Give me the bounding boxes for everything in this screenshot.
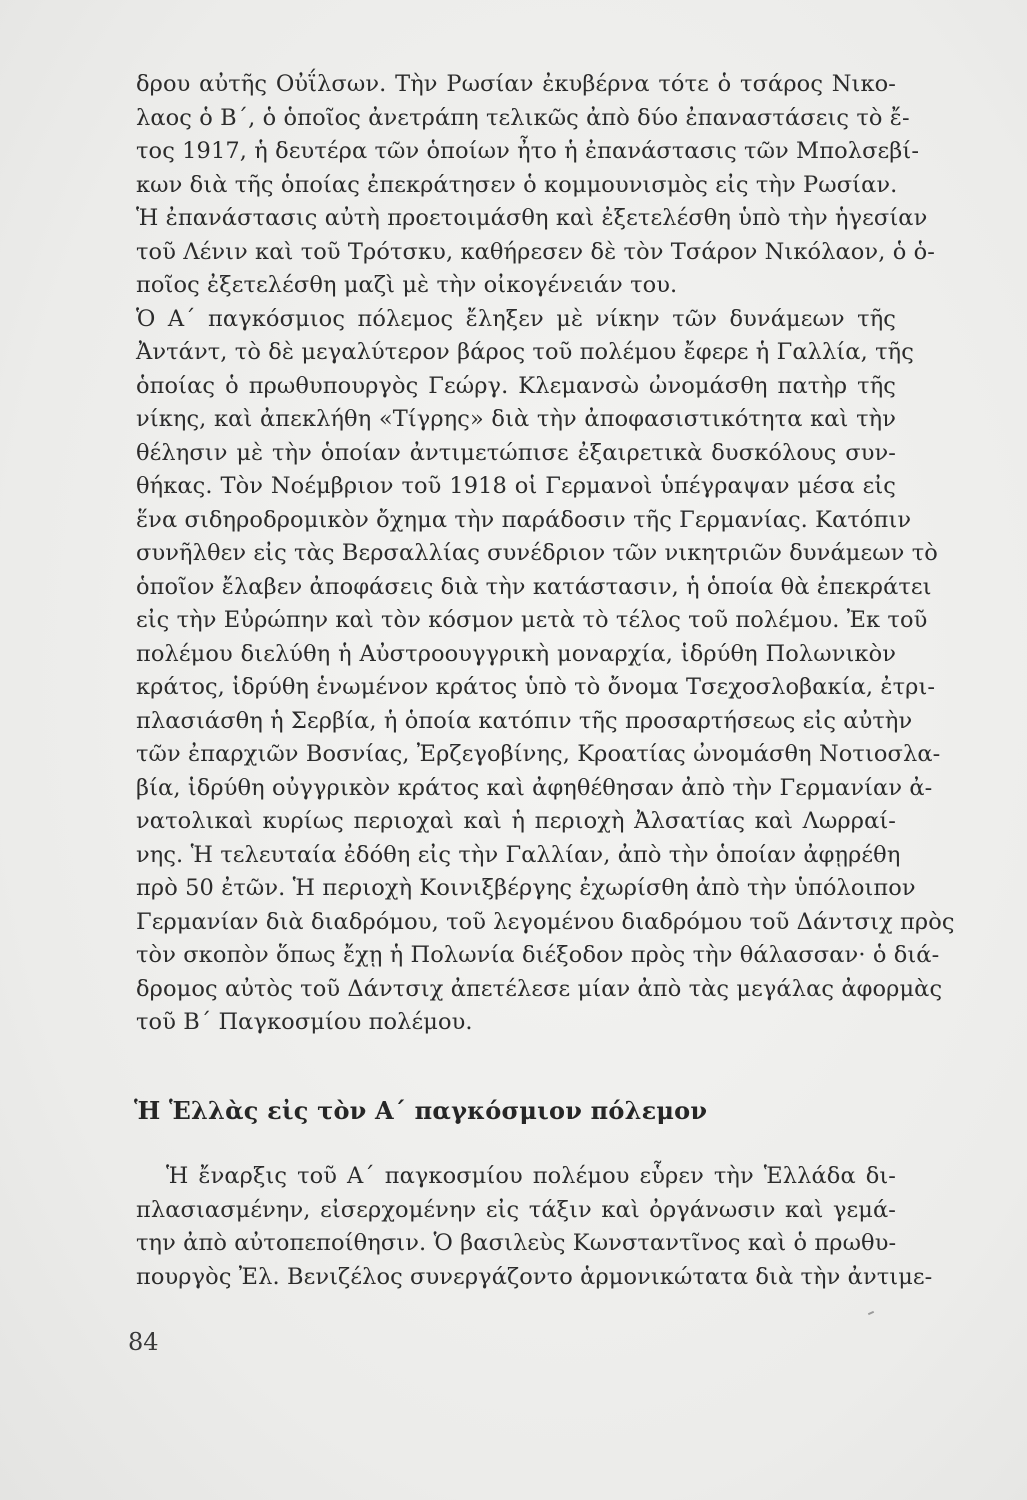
text-line: βία, ἱδρύθη οὐγγρικὸν κράτος καὶ ἀφηθέθησαν ἀπὸ τὴν Γερμανίαν ἀ- [136, 774, 933, 801]
text-line: συνῆλθεν εἰς τὰς Βερσαλλίας συνέδριον τῶν νικητριῶν δυνάμεων τὸ [136, 540, 938, 566]
text-block-lower [136, 1160, 933, 1294]
text-line: Ἀντάντ, τὸ δὲ μεγαλύτερον βάρος τοῦ πολέμου ἔφερε ἡ Γαλλία, τῆς [136, 339, 914, 365]
text-line: πουργὸς Ἐλ. Βενιζέλος συνεργάζοντο ἁρμονικώτατα διὰ τὴν ἀντιμε- [136, 1263, 933, 1290]
text-line: νατολικαὶ κυρίως περιοχαὶ καὶ ἡ περιοχὴ Ἀλσατίας καὶ Λωρραί- [136, 808, 896, 834]
text-line: τὸν σκοπὸν ὅπως ἔχῃ ἡ Πολωνία διέξοδον πρὸς τὴν θάλασσαν· ὁ διά- [136, 942, 940, 968]
text-line: εἰς τὴν Εὐρώπην καὶ τὸν κόσμον μετὰ τὸ τέλος τοῦ πολέμου. Ἐκ τοῦ [136, 607, 928, 633]
text-line: τος 1917, ἡ δευτέρα τῶν ὁποίων ἦτο ἡ ἐπανάστασις τῶν Μπολσεβί- [136, 138, 920, 164]
text-block-upper [136, 68, 955, 1040]
print-speck [868, 1311, 874, 1315]
text-line: πρὸ 50 ἐτῶν. Ἡ περιοχὴ Κοινιξβέργης ἐχωρίσθη ἀπὸ τὴν ὑπόλοιπον [136, 875, 916, 901]
text-line: νίκης, καὶ ἀπεκλήθη «Τίγρης» διὰ τὴν ἀποφασιστικότητα καὶ τὴν [136, 406, 896, 432]
text-line: δρου αὐτῆς Οὐΐλσων. Τὴν Ρωσίαν ἐκυβέρνα τότε ὁ τσάρος Νικο- [136, 71, 896, 97]
text-line: κράτος, ἱδρύθη ἑνωμένον κράτος ὑπὸ τὸ ὄνομα Τσεχοσλοβακία, ἐτρι- [136, 674, 936, 700]
text-line: τοῦ Λένιν καὶ τοῦ Τρότσκυ, καθήρεσεν δὲ τὸν Τσάρον Νικόλαον, ὁ ὁ- [136, 238, 935, 265]
text-line: τοῦ Β΄ Παγκοσμίου πολέμου. [136, 1009, 473, 1035]
text-line: δρομος αὐτὸς τοῦ Δάντσιχ ἀπετέλεσε μίαν ἀπὸ τὰς μεγάλας ἀφορμὰς [136, 975, 943, 1002]
text-line: νης. Ἡ τελευταία ἐδόθη εἰς τὴν Γαλλίαν, ἀπὸ τὴν ὁποίαν ἀφῃρέθη [136, 841, 901, 868]
text-line: Ὁ Α΄ παγκόσμιος πόλεμος ἔληξεν μὲ νίκην τῶν δυνάμεων τῆς [136, 305, 896, 332]
text-line: πλασιάσθη ἡ Σερβία, ἡ ὁποία κατόπιν τῆς προσαρτήσεως εἰς αὐτὴν [136, 707, 913, 734]
text-line: πολέμου διελύθη ἡ Αὐστροουγγρικὴ μοναρχία, ἱδρύθη Πολωνικὸν [136, 640, 896, 667]
text-line: Γερμανίαν διὰ διαδρόμου, τοῦ λεγομένου διαδρόμου τοῦ Δάντσιχ πρὸς [136, 908, 955, 935]
page-number: 84 [128, 1328, 159, 1356]
text-line: ὁποῖον ἔλαβεν ἀποφάσεις διὰ τὴν κατάστασιν, ἡ ὁποία θὰ ἐπεκράτει [136, 573, 932, 600]
text-line: λαος ὁ Β΄, ὁ ὁποῖος ἀνετράπη τελικῶς ἀπὸ δύο ἐπαναστάσεις τὸ ἔ- [136, 104, 910, 131]
text-line: πλασιασμένην, εἰσερχομένην εἰς τάξιν καὶ ὀργάνωσιν καὶ γεμά- [136, 1196, 896, 1223]
text-line: τῶν ἐπαρχιῶν Βοσνίας, Ἐρζεγοβίνης, Κροατίας ὠνομάσθη Νοτιοσλα- [136, 741, 941, 767]
text-line: θέλησιν μὲ τὴν ὁποίαν ἀντιμετώπισε ἐξαιρετικὰ δυσκόλους συν- [136, 439, 896, 466]
section-heading: Ἡ Ἑλλὰς εἰς τὸν Α΄ παγκόσμιον πόλεμον [134, 1096, 708, 1125]
text-line: κων διὰ τῆς ὁποίας ἐπεκράτησεν ὁ κομμουνισμὸς εἰς τὴν Ρωσίαν. [136, 171, 898, 198]
text-line: Ἡ ἔναρξις τοῦ Α΄ παγκοσμίου πολέμου εὗρεν τὴν Ἑλλάδα δι- [166, 1163, 896, 1189]
text-line: ἕνα σιδηροδρομικὸν ὄχημα τὴν παράδοσιν τῆς Γερμανίας. Κατόπιν [136, 506, 912, 533]
text-line: Ἡ ἐπανάστασις αὐτὴ προετοιμάσθη καὶ ἐξετελέσθη ὑπὸ τὴν ἡγεσίαν [136, 205, 928, 231]
text-line: θήκας. Τὸν Νοέμβριον τοῦ 1918 οἱ Γερμανοὶ ὑπέγραψαν μέσα εἰς [136, 473, 896, 499]
text-line: ὁποίας ὁ πρωθυπουργὸς Γεώργ. Κλεμανσὼ ὠνομάσθη πατὴρ τῆς [136, 372, 896, 399]
text-line: την ἀπὸ αὐτοπεποίθησιν. Ὁ βασιλεὺς Κωνσταντῖνος καὶ ὁ πρωθυ- [136, 1230, 897, 1256]
text-line: ποῖος ἐξετελέσθη μαζὶ μὲ τὴν οἰκογένειάν του. [136, 272, 678, 298]
